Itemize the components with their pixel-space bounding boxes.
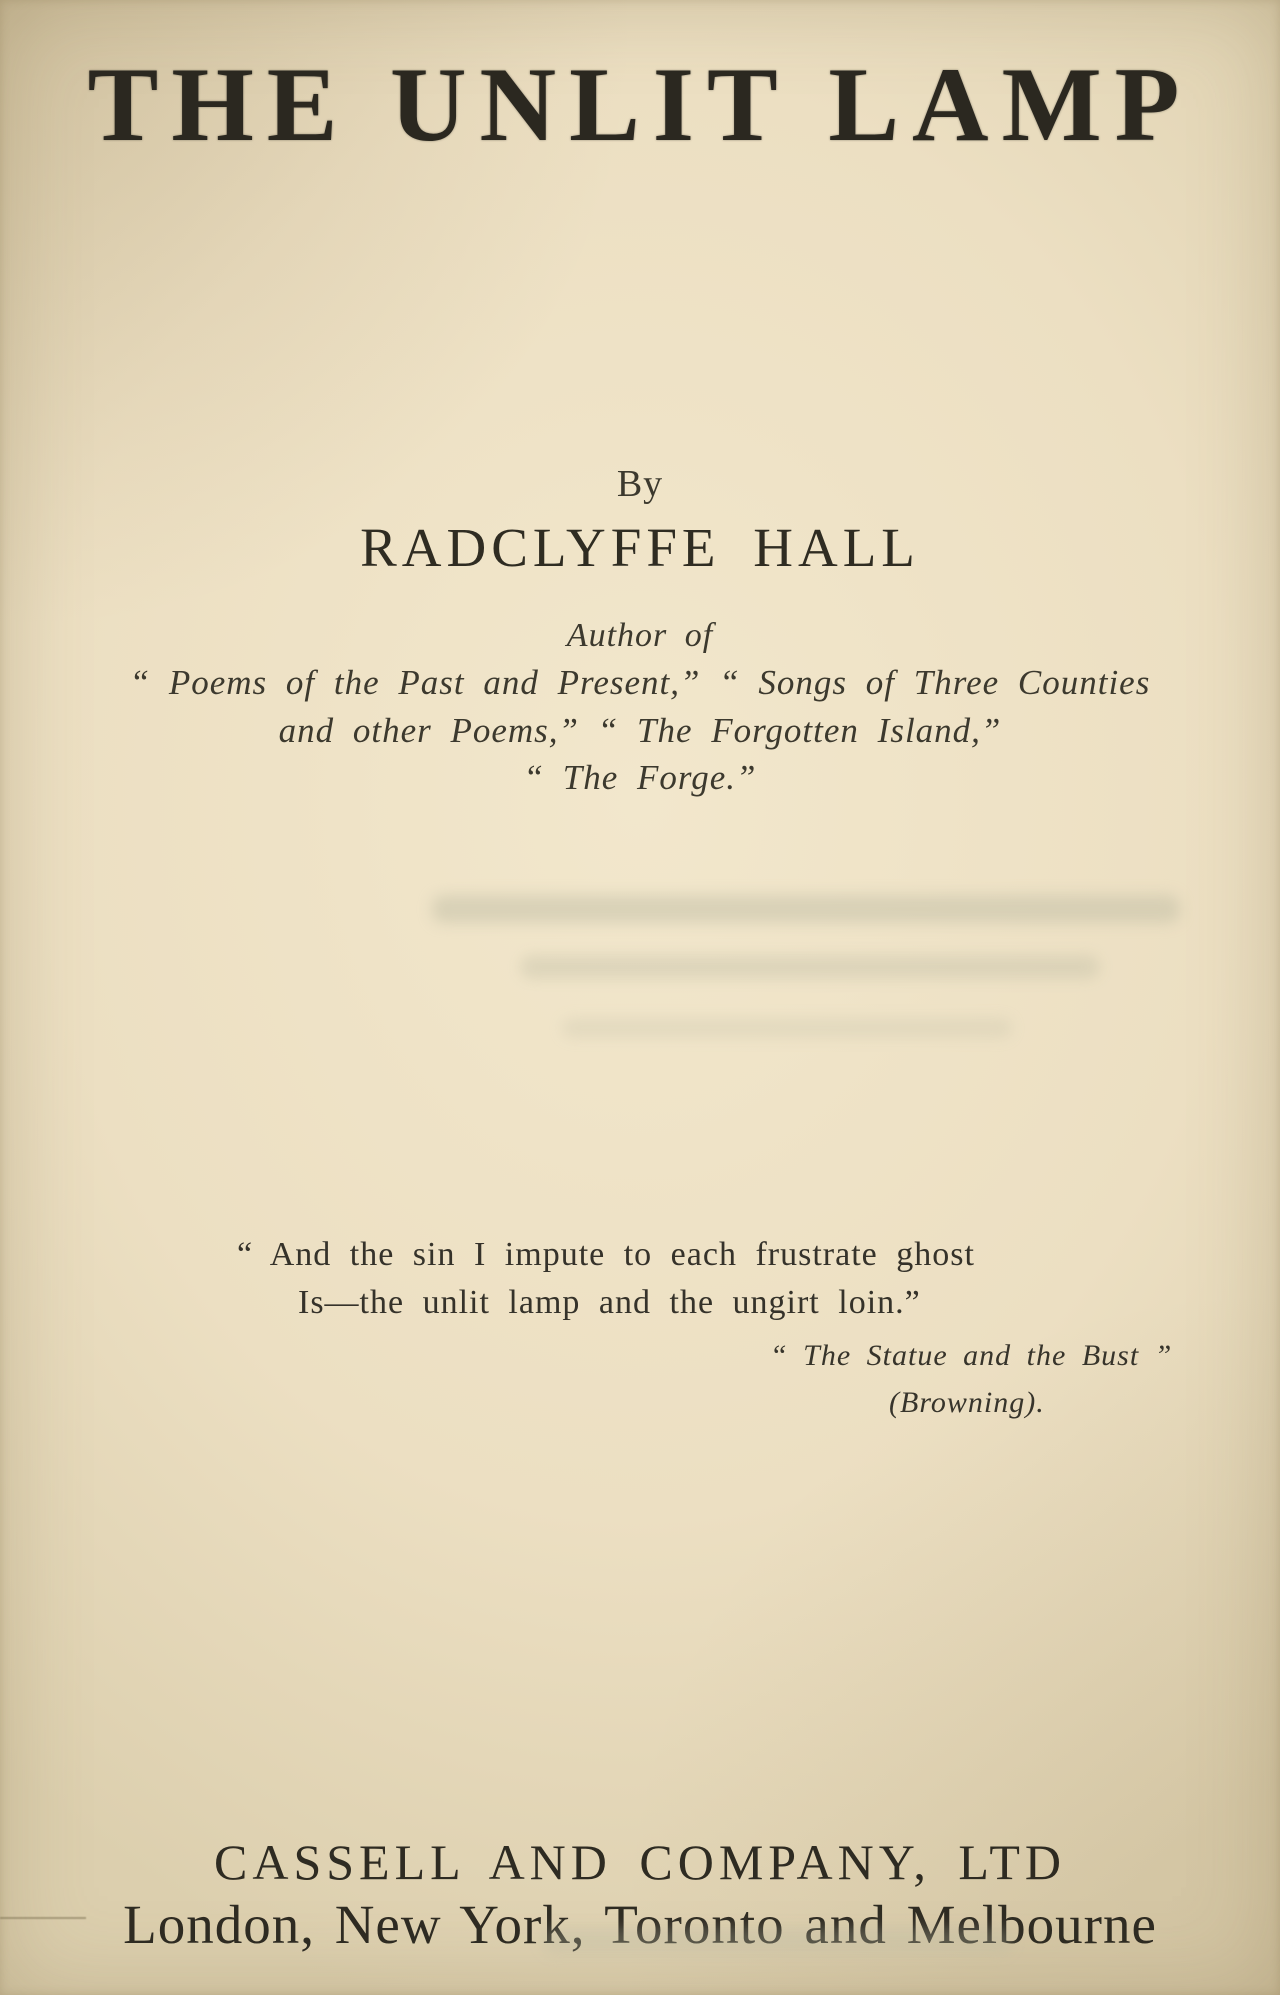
publisher-name: CASSELL AND COMPANY, LTD <box>213 1834 1067 1890</box>
author-of-heading: Author of <box>566 617 714 654</box>
other-works-line-2: and other Poems,” “ The Forgotten Island,” <box>278 711 1002 750</box>
other-works-line-3: “ The Forge.” <box>523 758 757 797</box>
epigraph-line-2: Is—the unlit lamp and the ungirt loin.” <box>298 1284 921 1321</box>
book-title: THE UNLIT LAMP <box>87 46 1193 163</box>
epigraph-attribution: (Browning). <box>889 1386 1045 1419</box>
other-works-line-1: “ Poems of the Past and Present,” “ Songs of Three Counties <box>129 663 1151 702</box>
epigraph-source-title: “ The Statue and the Bust ” <box>770 1339 1173 1372</box>
bleed-through-smudge <box>520 955 1100 979</box>
byline-by-label: By <box>616 463 664 505</box>
author-name: RADCLYFFE HALL <box>360 517 920 578</box>
bleed-through-smudge <box>562 1018 1012 1038</box>
bleed-through-smudge <box>432 895 1180 923</box>
publisher-cities: London, New York, Toronto and Melbourne <box>123 1894 1157 1955</box>
epigraph-line-1: “ And the sin I impute to each frustrate ghost <box>237 1236 975 1273</box>
